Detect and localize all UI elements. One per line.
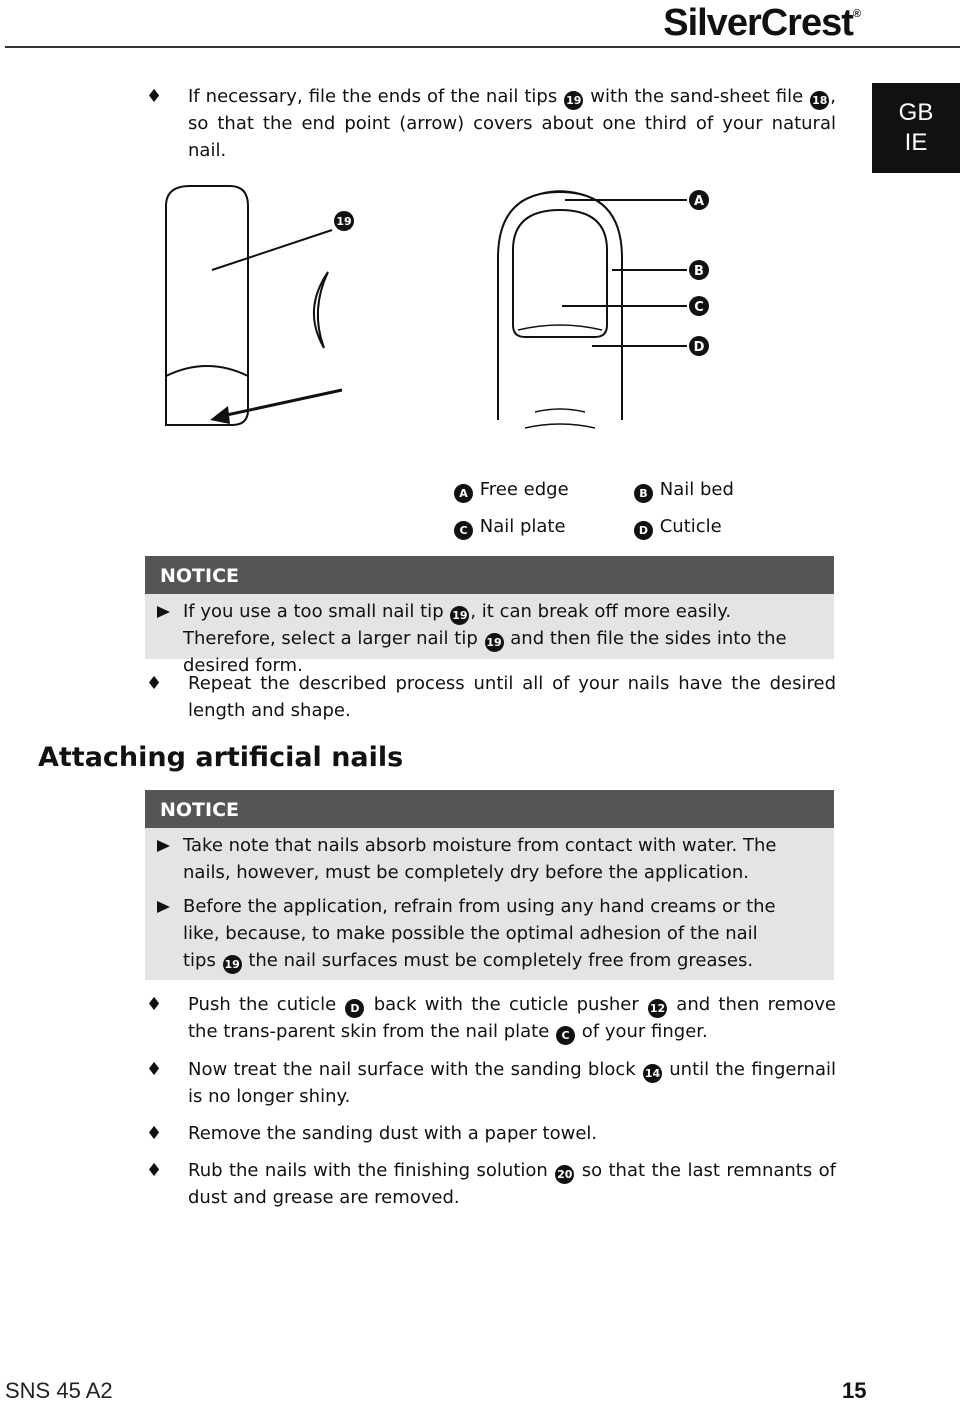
bullet-marker: ♦ <box>146 1160 163 1181</box>
knuckle-line <box>525 424 595 428</box>
bullet-marker: ♦ <box>146 86 163 107</box>
bullet-marker: ♦ <box>146 994 163 1015</box>
tip-callout-label: 19 <box>336 215 352 228</box>
page-number: 15 <box>842 1378 867 1403</box>
notice-item: Take note that nails absorb moisture from contact with water. The nails, however, must be completely dry before the application. <box>145 832 794 886</box>
notice-heading: NOTICE <box>145 556 834 594</box>
ref-badge: 12 <box>648 999 667 1018</box>
legend-item: D Cuticle <box>633 516 722 540</box>
instruction-push-cuticle: ♦ Push the cuticle D back with the cuticle pusher 12 and then remove the trans-parent skin from the nail plate C of your finger. <box>146 991 836 1045</box>
notice-box <box>145 594 834 676</box>
notice-heading: NOTICE <box>145 790 834 828</box>
callout-label-c: C <box>694 300 704 315</box>
header-divider <box>5 46 960 48</box>
instruction-repeat: ♦ Repeat the described process until all of your nails have the desired length and shape. <box>146 670 836 724</box>
ref-badge: D <box>345 999 364 1018</box>
ref-badge: 14 <box>643 1064 662 1083</box>
ref-badge: 20 <box>555 1165 574 1184</box>
instruction-file-tips: ♦ If necessary, file the ends of the nail tips 19 with the sand-sheet file 18 , so that the end point (arrow) covers about one third of your natural nail. <box>146 83 836 164</box>
legend-item: C Nail plate <box>453 516 566 540</box>
bullet-marker: ♦ <box>146 1059 163 1080</box>
notice-item: Before the application, refrain from using any hand creams or the like, because, to make possible the optimal adhesion of the nail tips 19 the nail surfaces must be completely free from greases. <box>145 893 794 974</box>
nail-illustration <box>140 180 740 450</box>
nail-tip-shape <box>166 186 248 425</box>
ref-badge: 19 <box>564 91 583 110</box>
notice-box <box>145 828 834 980</box>
brand-logo: SilverCrest® <box>663 2 860 44</box>
instruction-sanding: ♦ Now treat the nail surface with the sanding block 14 until the fingernail is no longer shiny. <box>146 1056 836 1110</box>
arrow-bullet-icon <box>157 901 170 913</box>
nail-plate-shape <box>513 210 607 337</box>
ref-badge: C <box>556 1026 575 1045</box>
nail-tip-profile <box>314 272 328 348</box>
notice-item: If you use a too small nail tip 19 , it can break off more easily. Therefore, select a larger nail tip 19 and then file the sides into the desired form. <box>145 598 794 679</box>
arrow-bullet-icon <box>157 840 170 852</box>
language-code-gb: GB <box>898 99 934 126</box>
bullet-marker: ♦ <box>146 673 163 694</box>
bullet-marker: ♦ <box>146 1123 163 1144</box>
legend-item: B Nail bed <box>633 479 734 503</box>
model-number: SNS 45 A2 <box>5 1378 113 1403</box>
callout-label-b: B <box>694 264 704 279</box>
ref-badge: 19 <box>450 606 469 625</box>
knuckle-line <box>535 409 585 412</box>
callout-label-d: D <box>693 340 705 355</box>
section-title: Attaching artificial nails <box>38 742 404 773</box>
callout-label-a: A <box>693 194 705 209</box>
instruction-finishing: ♦ Rub the nails with the finishing solution 20 so that the last remnants of dust and grease are removed. <box>146 1157 836 1211</box>
language-code-ie: IE <box>904 129 928 156</box>
instruction-remove-dust: ♦ Remove the sanding dust with a paper towel. <box>146 1120 836 1147</box>
legend-item: A Free edge <box>453 479 569 503</box>
ref-badge: 18 <box>810 91 829 110</box>
ref-badge: 19 <box>485 633 504 652</box>
language-tab <box>872 83 960 173</box>
ref-badge: 19 <box>223 955 242 974</box>
arrow-bullet-icon <box>157 606 170 618</box>
